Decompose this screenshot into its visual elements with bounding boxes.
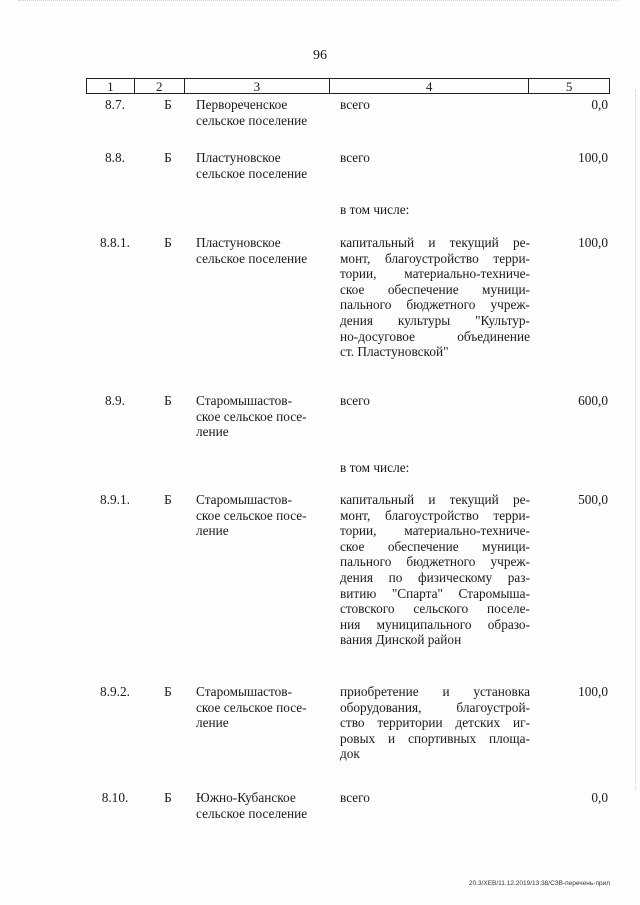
settlement-name-line: Пластуновское — [196, 150, 281, 165]
description-line: капитальный и текущий ре- — [340, 235, 530, 250]
description-line: монт, благоустройство терри- — [340, 250, 530, 266]
settlement-name-line: ское сельское посе- — [196, 699, 307, 715]
row-settlement-name — [196, 790, 332, 821]
settlement-name-line: сельское поселение — [196, 805, 308, 821]
description-line: тории, материально-техниче- — [340, 266, 530, 282]
row-category: Б — [164, 150, 172, 165]
settlement-name-line: ское сельское посе- — [196, 408, 307, 424]
row-category: Б — [164, 790, 172, 805]
description-line: монт, благоустройство терри- — [340, 507, 530, 523]
row-number: 8.9.1. — [100, 492, 130, 507]
settlement-name-line: сельское поселение — [196, 250, 308, 266]
description-line: ния муниципального образо- — [340, 616, 530, 632]
description-line: дения культуры "Культур- — [340, 312, 530, 328]
description-line: док — [340, 746, 360, 762]
row-description — [340, 492, 530, 648]
description-line: всего — [340, 97, 370, 112]
settlement-name-line: ление — [196, 424, 229, 440]
row-settlement-name — [196, 393, 332, 440]
row-amount: 100,0 — [578, 150, 608, 165]
row-settlement-name — [196, 492, 332, 539]
header-col-3: 3 — [185, 79, 330, 93]
settlement-name-line: сельское поселение — [196, 165, 308, 181]
row-category: Б — [164, 235, 172, 250]
row-category: Б — [164, 97, 172, 112]
row-number: 8.9. — [105, 393, 125, 408]
description-line: всего — [340, 393, 370, 408]
description-line: в том числе: — [340, 202, 410, 217]
settlement-name-line: ское сельское посе- — [196, 507, 307, 523]
settlement-name-line: Первореченское — [196, 97, 288, 112]
row-description — [340, 460, 530, 476]
row-category: Б — [164, 684, 172, 699]
description-line: всего — [340, 150, 370, 165]
header-col-5: 5 — [565, 79, 573, 94]
row-number: 8.10. — [101, 790, 129, 805]
header-col-2: 2 — [135, 79, 185, 93]
row-description — [340, 684, 530, 762]
row-settlement-name — [196, 97, 332, 128]
row-amount: 0,0 — [591, 97, 608, 112]
row-amount: 100,0 — [578, 684, 608, 699]
settlement-name-line: ление — [196, 523, 229, 539]
description-line: стовского сельского поселе- — [340, 601, 530, 617]
scan-edge-top — [18, 0, 618, 9]
header-col-4: 4 — [330, 79, 529, 93]
description-line: ское обеспечение муници- — [340, 281, 530, 297]
row-amount: 0,0 — [591, 790, 608, 805]
description-line: ст. Пластуновской" — [340, 344, 449, 360]
settlement-name-line: Пластуновское — [196, 235, 281, 250]
row-number: 8.9.2. — [100, 684, 130, 699]
header-col-1: 1 — [87, 79, 135, 93]
description-line: но-досуговое объединение — [340, 328, 530, 344]
description-line: пального бюджетного учреж- — [340, 554, 530, 570]
settlement-name-line: Старомышастов- — [196, 393, 292, 408]
settlement-name-line: Старомышастов- — [196, 492, 292, 507]
description-line: приобретение и установка — [340, 684, 530, 699]
description-line: всего — [340, 790, 370, 805]
row-amount: 500,0 — [578, 492, 608, 507]
row-description — [340, 790, 530, 806]
row-number: 8.8.1. — [100, 235, 130, 250]
settlement-name-line: ление — [196, 715, 229, 731]
description-line: капитальный и текущий ре- — [340, 492, 530, 507]
row-description — [340, 202, 530, 218]
row-description — [340, 393, 530, 409]
row-settlement-name — [196, 684, 332, 731]
row-settlement-name — [196, 150, 332, 181]
page-number: 96 — [313, 48, 327, 63]
description-line: витию "Спарта" Старомыша- — [340, 585, 530, 601]
description-line: ство территории детских иг- — [340, 715, 530, 731]
row-description — [340, 235, 530, 360]
description-line: тории, материально-техниче- — [340, 523, 530, 539]
row-description — [340, 97, 530, 113]
table-header — [86, 78, 610, 94]
row-category: Б — [164, 393, 172, 408]
scan-edge-right — [633, 90, 636, 790]
document-footer: 20.3/ХЕВ/11.12.2019/13:38/СЗВ-перечень-прил — [468, 880, 610, 887]
row-number: 8.7. — [105, 97, 125, 112]
description-line: вания Динской район — [340, 632, 462, 648]
row-amount: 600,0 — [578, 393, 608, 408]
settlement-name-line: Старомышастов- — [196, 684, 292, 699]
row-category: Б — [164, 492, 172, 507]
row-description — [340, 150, 530, 166]
row-amount: 100,0 — [578, 235, 608, 250]
settlement-name-line: Южно-Кубанское — [196, 790, 296, 805]
description-line: в том числе: — [340, 460, 410, 475]
description-line: дения по физическому раз- — [340, 569, 530, 585]
row-number: 8.8. — [105, 150, 125, 165]
description-line: оборудования, благоустрой- — [340, 699, 530, 715]
settlement-name-line: сельское поселение — [196, 112, 308, 128]
row-settlement-name — [196, 235, 332, 266]
description-line: ское обеспечение муници- — [340, 538, 530, 554]
description-line: пального бюджетного учреж- — [340, 297, 530, 313]
description-line: ровых и спортивных площа- — [340, 730, 530, 746]
